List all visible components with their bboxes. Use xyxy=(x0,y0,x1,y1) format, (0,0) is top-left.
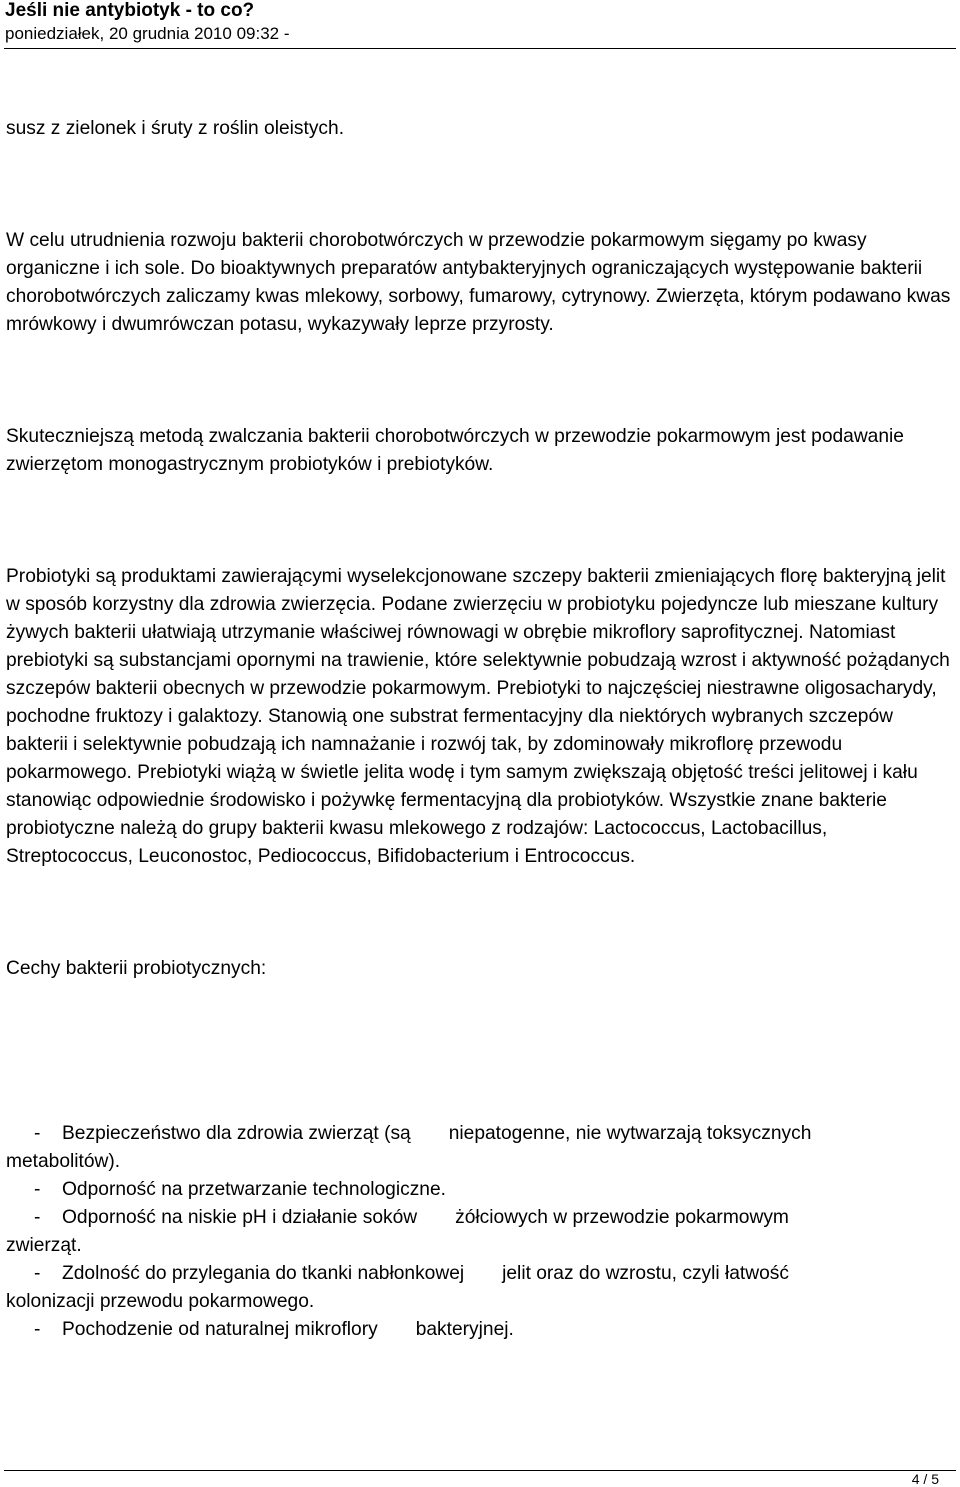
paragraph-probiotics-prebiotics: Probiotyki są produktami zawierającymi wyselekcjonowane szczepy bakterii zmieniających florę bakteryjną jelit w sposób korzystny dla zdrowia zwierzęcia. Podane zwierzęciu w probiotyku pojedyncze lub mieszane kultury żywych bakterii ułatwiają utrzymanie właściwej równowagi w obrębie mikroflory saprofitycznej. Natomiast prebiotyki są substancjami opornymi na trawienie, które selektywnie pobudzają wzrost i aktywność pożądanych szczepów bakterii obecnych w przewodzie pokarmowym. Prebiotyki to najczęściej niestrawne oligosacharydy, pochodne fruktozy i galaktozy. Stanowią one substrat fermentacyjny dla niektórych wybranych szczepów bakterii i selektywnie pobudzają ich namnażanie i rozwój tak, by zdominowały mikroflorę przewodu pokarmowego. Prebiotyki wiążą w świetle jelita wodę i tym samym zwiększają objętość treści jelitowej i kału stanowiąc odpowiednie środowisko i pożywkę fermentacyjną dla probiotyków. Wszystkie znane bakterie probiotyczne należą do grupy bakterii kwasu mlekowego z rodzajów: Lactococcus, Lactobacillus, Streptococcus, Leuconostoc, Pediococcus, Bifidobacterium i Entrococcus. xyxy=(6,566,950,867)
footer-divider xyxy=(4,1470,956,1471)
article-title: Jeśli nie antybiotyk - to co? xyxy=(5,0,255,21)
list-item-continuation: kolonizacji przewodu pokarmowego. xyxy=(6,1291,315,1312)
paragraph-organic-acids: W celu utrudnienia rozwoju bakterii chorobotwórczych w przewodzie pokarmowym sięgamy po kwasy organiczne i ich sole. Do bioaktywnych preparatów antybakteryjnych ograniczających występowanie bakterii chorobotwórczych zaliczamy kwas mlekowy, sorbowy, fumarowy, cytrynowy. Zwierzęta, którym podawano kwas mrówkowy i dwumrówczan potasu, wykazywały leprze przyrosty. xyxy=(6,230,951,335)
page-header xyxy=(5,0,955,45)
features-heading: Cechy bakterii probiotycznych: xyxy=(6,958,267,979)
list-item: - Bezpieczeństwo dla zdrowia zwierząt (są niepatogenne, nie wytwarzają toksycznych xyxy=(34,1123,812,1144)
features-list xyxy=(6,1120,951,1344)
header-divider xyxy=(4,48,956,49)
list-item: - Zdolność do przylegania do tkanki nabłonkowej jelit oraz do wzrostu, czyli łatwość xyxy=(34,1263,789,1284)
page-number: 4 / 5 xyxy=(911,1471,939,1487)
list-item-continuation: zwierząt. xyxy=(6,1235,82,1256)
list-item: - Pochodzenie od naturalnej mikroflory bakteryjnej. xyxy=(34,1319,514,1340)
list-item: - Odporność na przetwarzanie technologiczne. xyxy=(34,1179,446,1200)
article-body xyxy=(6,115,951,983)
article-date: poniedziałek, 20 grudnia 2010 09:32 - xyxy=(5,24,290,43)
list-item: - Odporność na niskie pH i działanie soków żółciowych w przewodzie pokarmowym xyxy=(34,1207,789,1228)
paragraph-probiotics-method: Skuteczniejszą metodą zwalczania bakterii chorobotwórczych w przewodzie pokarmowym jest podawanie zwierzętom monogastrycznym probiotyków i prebiotyków. xyxy=(6,426,904,475)
list-item-continuation: metabolitów). xyxy=(6,1151,121,1172)
paragraph-intro: susz z zielonek i śruty z roślin oleistych. xyxy=(6,118,345,139)
